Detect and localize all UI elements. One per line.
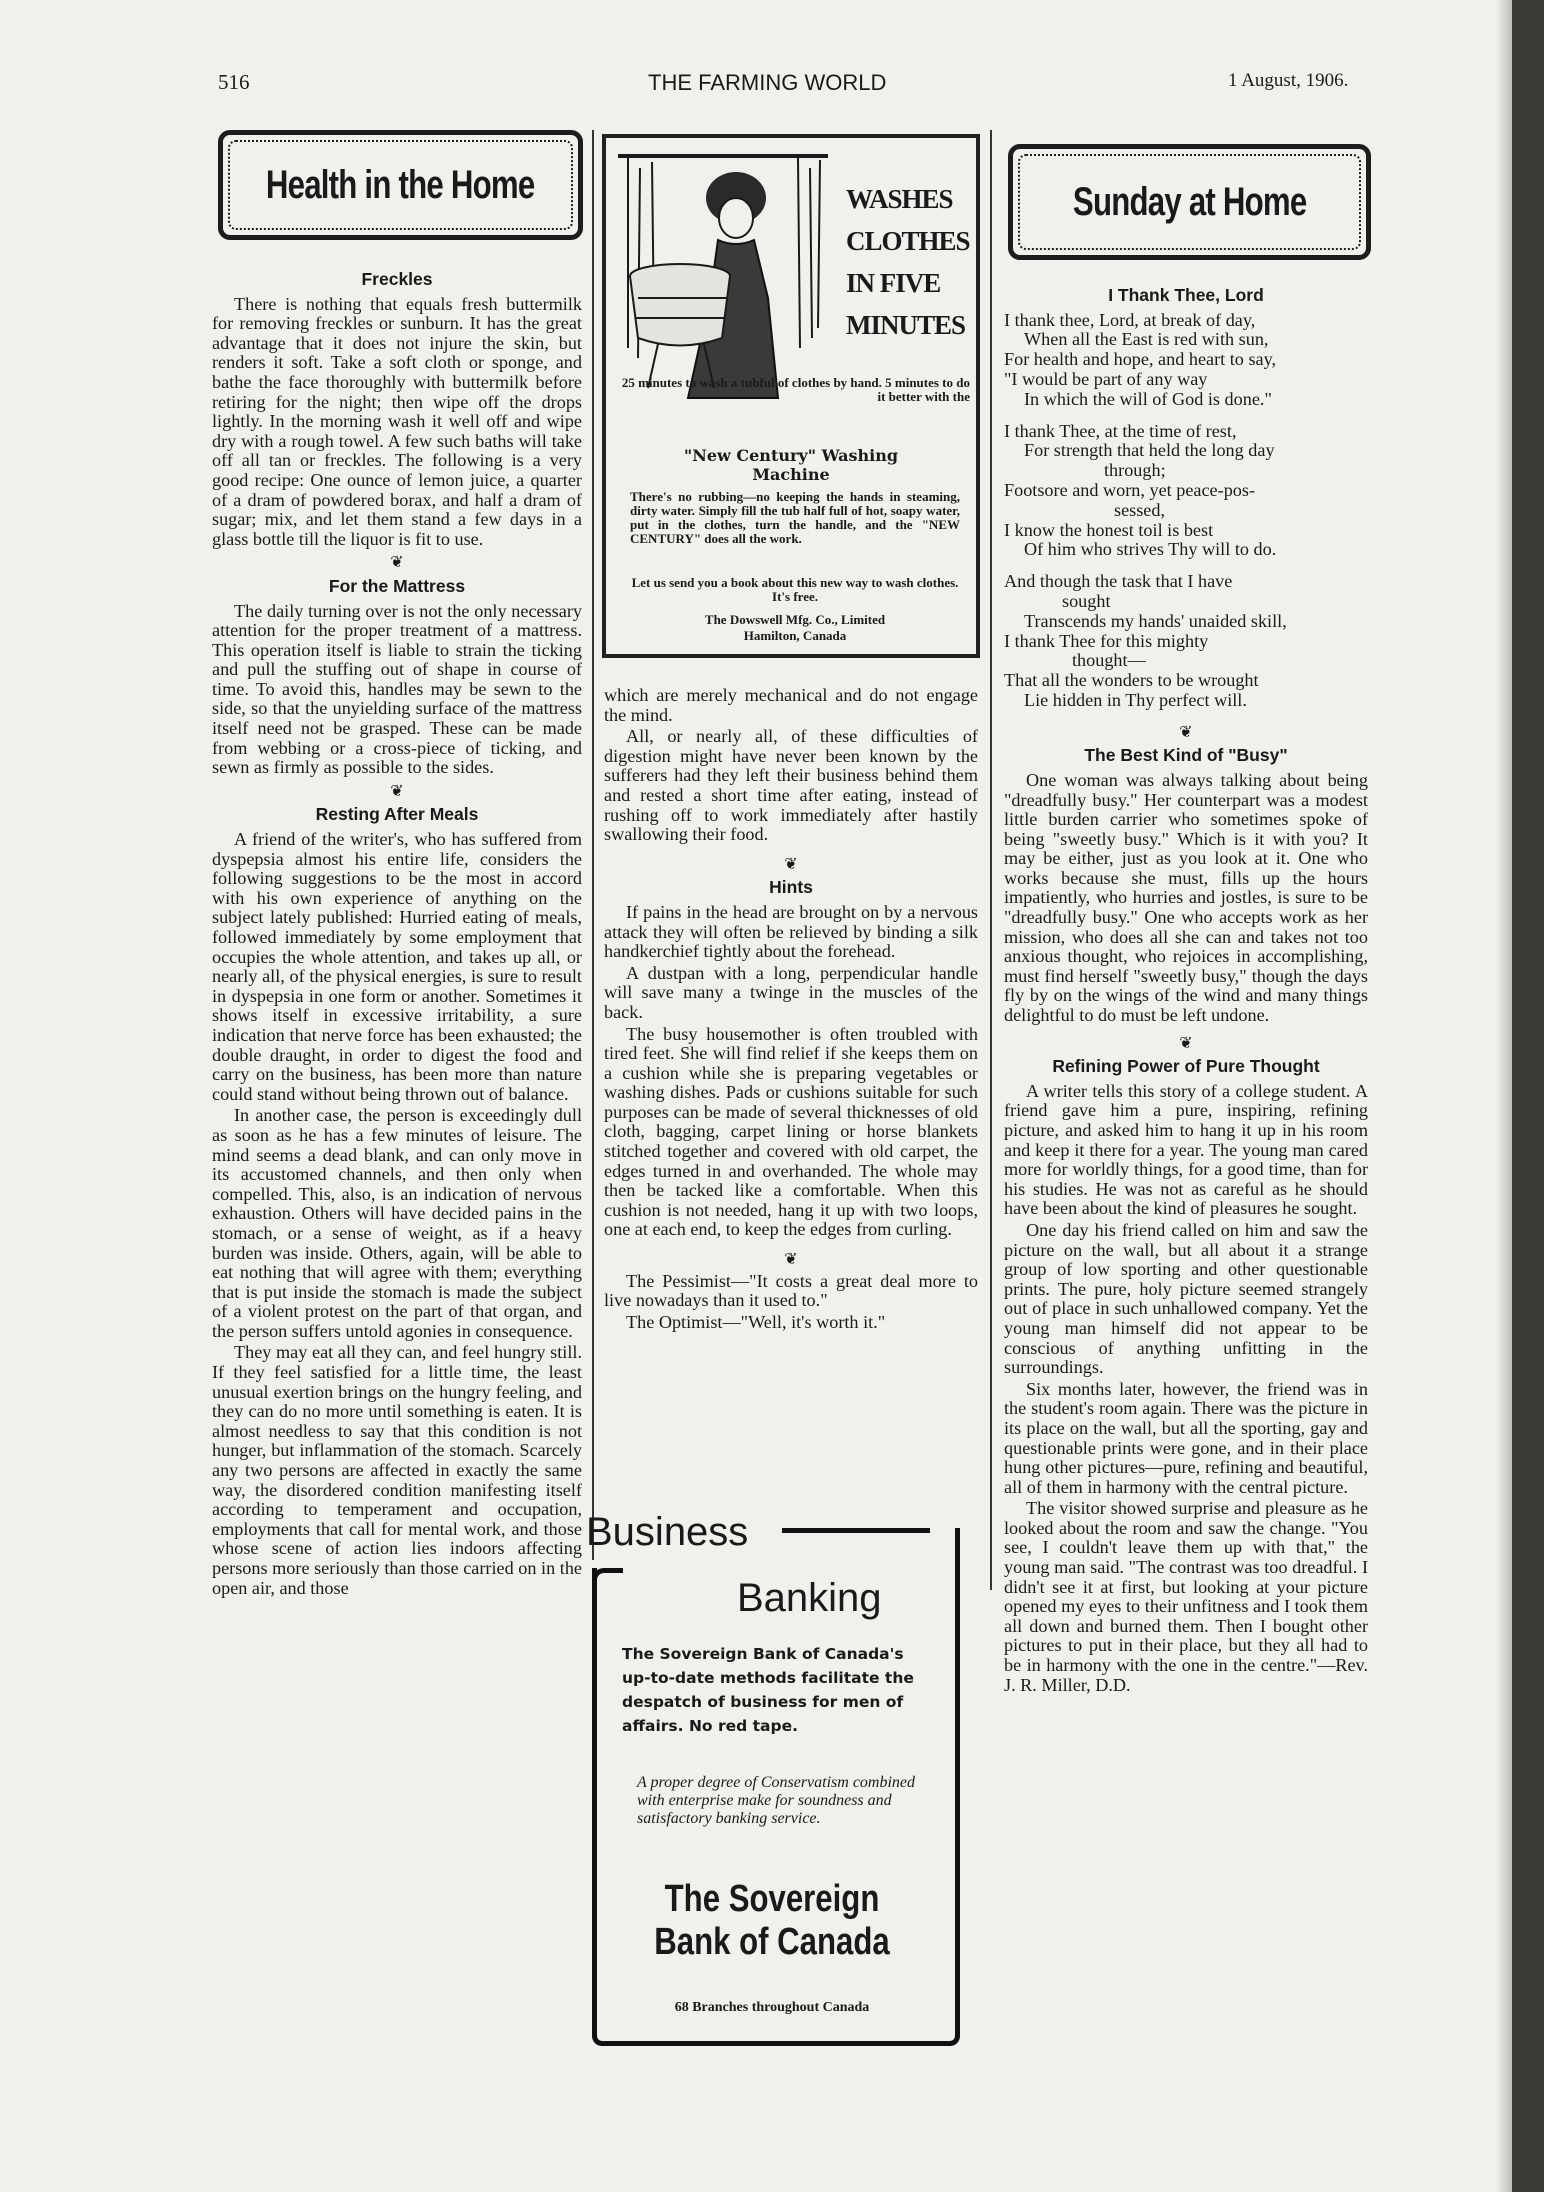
poem-stanza: [1004, 422, 1368, 561]
ad-headline-line: WASHES: [846, 184, 953, 214]
banner-title: Health in the Home: [266, 162, 535, 207]
resting-paragraph: In another case, the person is exceedingly dull as soon as he has a few minutes of leisure. The mind seems a dead blank, and can only move in its accustomed channels, and then only when compelled. This, also, is an indication of nervous exhaustion. Others will have decided pains in the stomach, or a sense of weight, as if a heavy burden was inside. Others, again, will be able to eat nothing that will agree with them; everything that is put inside the stomach is made the subject of a violent protest on the part of that organ, and the person suffers untold agonies in consequence.: [212, 1105, 582, 1341]
ad-offer: Let us send you a book about this new way to wash clothes. It's free.: [631, 575, 959, 604]
resting-paragraph: A friend of the writer's, who has suffered from dyspepsia almost his entire life, considers the following suggestions to be the most in accord with his own experience of anything on the subject lately published: Hurried eating of meals, followed immediately by some employment that occupies the whole attention, and takes up all, or nearly all, of the physical energies, is sure to result in dyspepsia in one form or another. Sometimes it shows itself in excessive irritability, a sure indication that nerve force has been exhausted; the double draught, in order to digest the food and carry on the business, has been more than nature could stand without being thrown out of balance.: [212, 829, 582, 1104]
mattress-text: The daily turning over is not the only necessary attention for the proper treatment of a mattress. This operation itself is liable to strain the ticking and pull the stuffing out of shape in course of time. To avoid this, handles may be sewn to the side, so that the unyielding surface of the mattress itself need not be grasped. These can be made from webbing or a cross-piece of ticking, and sewn as firmly as possible to the sides.: [212, 600, 582, 778]
issue-date: 1 August, 1906.: [1228, 70, 1349, 91]
poem-line: For strength that held the long day: [1024, 440, 1275, 461]
poem-line: That all the wonders to be wrought: [1004, 670, 1259, 691]
poem-stanza: [1004, 572, 1368, 711]
ornament-icon: ❦: [1179, 723, 1193, 741]
poem-line: I know the honest toil is best: [1004, 519, 1214, 540]
page-number: 516: [218, 70, 250, 94]
ad-product-name: "New Century" Washing Machine: [683, 446, 899, 484]
poem-line: I thank thee, Lord, at break of day,: [1004, 309, 1256, 330]
ad-headline: [846, 178, 976, 346]
ad-headline-line: IN FIVE: [846, 268, 941, 298]
refining-paragraph: A writer tells this story of a college student. A friend gave him a pure, inspiring, refining picture, and asked him to hang it up in his room and keep it there for a year. The young man cared more for worldly things, for a good time, than for his studies. He was not as careful as he should have been about the kind of pleasures he sought.: [1004, 1080, 1368, 1219]
bank-ad-corner: [592, 1568, 623, 1603]
poem-line: I thank Thee, at the time of rest,: [1004, 420, 1237, 441]
mattress-heading: For the Mattress: [328, 575, 466, 596]
sunday-at-home-banner: [1008, 144, 1371, 260]
bank-name-line: The Sovereign: [664, 1878, 880, 1920]
poem-line: "I would be part of any way: [1004, 368, 1208, 389]
ad-company: The Dowswell Mfg. Co., Limited: [704, 612, 886, 627]
bank-ad-bold-text: The Sovereign Bank of Canada's up-to-date methods facilitate the despatch of business for men of affairs. No red tape.: [622, 1645, 914, 1735]
poem-line: sought: [1062, 590, 1111, 611]
banner-title: Sunday at Home: [1072, 179, 1307, 224]
middle-paragraph: All, or nearly all, of these difficulties of digestion might have never been known by the sufferers had they left their business behind them and rested a short time after eating, instead of rushing off to work immediately after hastily swallowing their food.: [604, 726, 978, 845]
middle-column: [604, 686, 978, 1334]
poem-line: through;: [1104, 460, 1166, 481]
ornament-icon: ❦: [784, 855, 798, 873]
ad-body: There's no rubbing—no keeping the hands in steaming, dirty water. Simply fill the tub half full of hot, soapy water, put in the clothes, turn the handle, and the "NEW CENTURY" does all the work.: [630, 489, 960, 546]
page-edge-shadow: [1496, 0, 1512, 2192]
pessimist-quote: The Pessimist—"It costs a great deal more to live nowadays than it used to.": [604, 1270, 978, 1311]
freckles-text: There is nothing that equals fresh buttermilk for removing freckles or sunburn. It has the great advantage that it does not injure the skin, but renders it soft. Take a soft cloth or sponge, and bathe the face thoroughly with buttermilk before retiring for the night; then wipe off the drops lightly. In the morning wash it well off and wipe dry with a rough towel. A few such baths will take off all tan or freckles. The following is a very good recipe: One ounce of lemon juice, a quarter of a dram of powdered borax, and half a dram of sugar; mix, and let them stand a few days in a glass bottle till the liquor is fit to use.: [212, 293, 582, 549]
poem-line: In which the will of God is done.": [1024, 388, 1272, 409]
bank-ad-branches: 68 Branches throughout Canada: [674, 2000, 870, 2015]
refining-paragraph: The visitor showed surprise and pleasure as he looked about the room and saw the change. "You see, I couldn't leave them up with that," the young man said. "The contrast was too dreadful. I didn't see it at first, but looking at your picture opened my eyes to their unfitness and I took them all down and burned them. Then I bought other pictures to put in their place, but they all had to be in harmony with the one in the centre."—Rev. J. R. Miller, D.D.: [1004, 1498, 1368, 1695]
poem-line: sessed,: [1114, 499, 1166, 520]
hints-heading: Hints: [769, 877, 813, 898]
ornament-icon: ❦: [390, 782, 404, 800]
refining-heading: Refining Power of Pure Thought: [1052, 1056, 1320, 1077]
hint-paragraph: If pains in the head are brought on by a nervous attack they will often be relieved by binding a silk handkerchief tightly about the forehead.: [604, 901, 978, 962]
scan-border: [1512, 0, 1544, 2192]
freckles-heading: Freckles: [361, 269, 433, 289]
poem-line: Transcends my hands' unaided skill,: [1024, 610, 1287, 631]
ad-city: Hamilton, Canada: [743, 628, 847, 643]
bank-ad-name: [602, 1878, 942, 1964]
refining-paragraph: One day his friend called on him and saw the picture on the wall, but all about it a strange group of low sporting and other questionable prints. The pure, holy picture seemed strangely out of place in such unhallowed company. Yet the young man himself did not appear to be conscious of anything unfitting in the surroundings.: [1004, 1219, 1368, 1378]
hint-paragraph: A dustpan with a long, perpendicular handle will save many a twinge in the muscles of the back.: [604, 962, 978, 1022]
poem-title: I Thank Thee, Lord: [1108, 285, 1264, 305]
column-rule-right: [990, 130, 992, 1590]
right-column: [1004, 282, 1368, 1697]
poem-line: For health and hope, and heart to say,: [1004, 349, 1277, 370]
poem-line: And though the task that I have: [1004, 571, 1233, 592]
ornament-icon: ❦: [784, 1251, 798, 1269]
health-in-the-home-banner: [218, 130, 583, 240]
bank-ad-word-banking: Banking: [737, 1576, 882, 1620]
column-rule-left: [592, 130, 594, 1560]
bank-ad-rule: [782, 1528, 930, 1533]
bank-name-line: Bank of Canada: [654, 1921, 890, 1963]
poem-line: thought—: [1072, 650, 1146, 671]
ad-headline-line: CLOTHES: [846, 226, 970, 256]
bank-ad-italic-text: A proper degree of Conservatism combined with enterprise make for soundness and satisfactory banking service.: [637, 1774, 916, 1827]
optimist-quote: The Optimist—"Well, it's worth it.": [626, 1311, 886, 1332]
ornament-icon: ❦: [1179, 1034, 1193, 1052]
resting-heading: Resting After Meals: [315, 804, 479, 825]
left-column: [212, 266, 582, 1600]
busy-text: One woman was always talking about being "dreadfully busy." Her counterpart was a modest little burden carrier who sometimes spoke of being "sweetly busy." Which is it with you? It may be either, just as you look at it. One who works because she must, fills up the hours impatiently, who hurries and jostles, is sure to be "dreadfully busy." One who accepts work as her mission, who does all she can and takes not too anxious thought, who rejoices in accomplishing, must find herself "sweetly busy," though the days fly by on the wings of the wind and many things delightful to do must be left undone.: [1004, 769, 1368, 1026]
poem-stanza: [1004, 311, 1368, 410]
ornament-icon: ❦: [390, 554, 404, 572]
publication-title: THE FARMING WORLD: [648, 70, 887, 95]
ad-time-note: 25 minutes to wash a tubful of clothes by hand. 5 minutes to do it better with the: [621, 375, 970, 404]
bank-ad: [582, 1510, 962, 2050]
poem-line: Of him who strives Thy will to do.: [1024, 539, 1277, 560]
poem-line: Lie hidden in Thy perfect will.: [1024, 689, 1247, 710]
refining-paragraph: Six months later, however, the friend was in the student's room again. There was the picture in its place on the wall, but all the sporting, gay and questionable prints were gone, and in their place hung other pictures—pure, refining and beautiful, all of them in harmony with the central picture.: [1004, 1378, 1368, 1497]
middle-paragraph: which are merely mechanical and do not engage the mind.: [604, 685, 978, 725]
busy-heading: The Best Kind of "Busy": [1084, 745, 1288, 766]
hint-paragraph: The busy housemother is often troubled with tired feet. She will find relief if she keeps them on a cushion while she is preparing vegetables or washing dishes. Pads or cushions suitable for such purposes can be made of several thicknesses of old cloth, bagging, carpet lining or horse blankets stitched together and covered with old carpet, the edges turned in and overhanded. The whole may then be tacked like a comfortable. When this cushion is not needed, hang it up with two loops, one at each end, to keep the edges from curling.: [604, 1023, 978, 1240]
poem-line: I thank Thee for this mighty: [1004, 630, 1209, 651]
washing-machine-ad: [602, 134, 980, 658]
ad-headline-line: MINUTES: [846, 310, 966, 340]
poem-line: When all the East is red with sun,: [1024, 329, 1269, 350]
bank-ad-word-business: Business: [586, 1510, 749, 1554]
resting-paragraph: They may eat all they can, and feel hungry still. If they feel satisfied for a little time, the least unusual exertion brings on the hungry feeling, and they can do no more until something is eaten. It is almost needless to say that this condition is not hunger, but inflammation of the stomach. Scarcely any two persons are affected in exactly the same way, the disordered condition manifesting itself according to temperament and occupation, employments that call for mental work, and those whose scene of action lies indoors affecting persons more seriously than those carried on in the open air, and those: [212, 1342, 582, 1598]
bank-ad-side: [955, 1528, 960, 1578]
poem-line: Footsore and worn, yet peace-pos-: [1004, 479, 1256, 500]
